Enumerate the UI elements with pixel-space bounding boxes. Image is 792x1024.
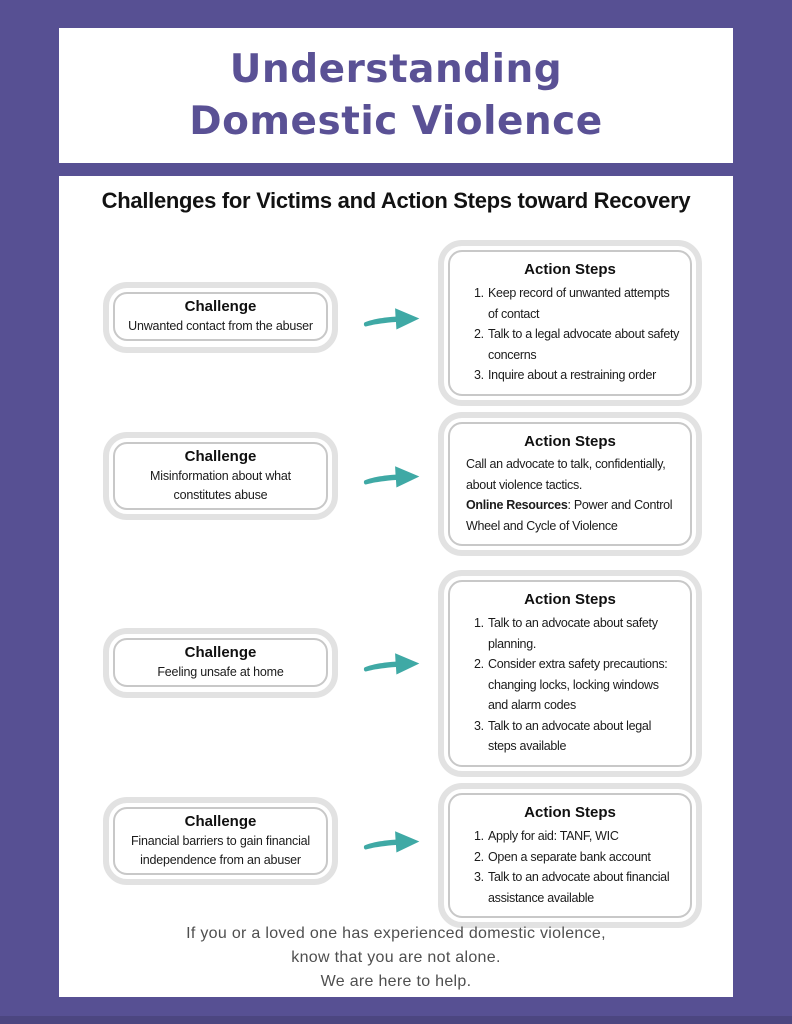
action-box-3-inner <box>448 580 692 767</box>
action-box-4 <box>438 783 702 928</box>
action-step: Talk to an advocate about safety planning. <box>488 616 658 651</box>
challenge-box-3-inner <box>113 638 328 687</box>
action-step: Consider extra safety precautions: changing locks, locking windows and alarm codes <box>488 657 668 712</box>
action-step: Talk to an advocate about legal steps available <box>488 718 652 753</box>
challenge-heading-2: Challenge <box>184 448 257 465</box>
challenge-text-4: Financial barriers to gain financial independence from an abuser <box>130 834 310 867</box>
challenge-box-2-inner <box>113 442 328 510</box>
footer-line-1: If you or a loved one has experienced domestic violence, <box>186 925 606 942</box>
poster-title-line-2: Domestic Violence <box>189 98 603 144</box>
action-box-4-inner <box>448 793 692 918</box>
arrow-right-icon <box>362 458 422 494</box>
title-banner <box>59 28 733 163</box>
arrow-right-icon <box>362 645 422 681</box>
action-box-2 <box>438 412 702 556</box>
action-box-2-inner <box>448 422 692 546</box>
challenge-heading-3: Challenge <box>184 644 257 661</box>
challenge-heading-1: Challenge <box>184 298 257 315</box>
action-step: Inquire about a restraining order <box>488 368 656 382</box>
action-step: Talk to an advocate about financial assistance available <box>488 870 670 905</box>
bottom-accent-strip <box>0 1016 792 1024</box>
challenge-text-2: Misinformation about what constitutes abuse <box>150 469 291 502</box>
challenge-box-1-inner <box>113 292 328 341</box>
action-step: Keep record of unwanted attempts of contact <box>488 286 670 321</box>
content-panel <box>59 176 733 997</box>
action-paragraph <box>456 495 684 536</box>
action-step: Apply for aid: TANF, WIC <box>488 829 619 843</box>
action-step: Open a separate bank account <box>488 849 651 864</box>
challenge-box-1 <box>103 282 338 353</box>
subtitle: Challenges for Victims and Action Steps toward Recovery <box>101 188 691 213</box>
action-steps-list-3 <box>456 613 684 757</box>
action-step: Talk to a legal advocate about safety concerns <box>488 327 680 362</box>
challenge-heading-4: Challenge <box>184 813 257 830</box>
challenge-text-3: Feeling unsafe at home <box>157 665 284 679</box>
challenge-text-1: Unwanted contact from the abuser <box>128 319 313 333</box>
arrow-right-icon <box>362 300 422 336</box>
challenge-box-4 <box>103 797 338 885</box>
footer-message <box>59 922 733 994</box>
poster-title-line-1: Understanding <box>229 46 563 92</box>
action-heading-1: Action Steps <box>524 261 616 278</box>
action-paragraph-text: : Power and Control Wheel and Cycle of Violence <box>466 498 673 533</box>
action-box-3 <box>438 570 702 777</box>
challenge-box-2 <box>103 432 338 520</box>
action-box-1-inner <box>448 250 692 396</box>
footer-line-3: We are here to help. <box>320 973 472 990</box>
action-paragraph-bold: Online Resources <box>466 498 568 512</box>
action-steps-list-1 <box>456 283 684 386</box>
action-heading-3: Action Steps <box>524 591 616 608</box>
action-paragraph <box>456 454 684 495</box>
action-paragraph-text: Call an advocate to talk, confidentially, about violence tactics. <box>466 457 666 492</box>
challenge-box-4-inner <box>113 807 328 875</box>
action-box-1 <box>438 240 702 406</box>
footer-line-2: know that you are not alone. <box>291 949 501 966</box>
action-heading-2: Action Steps <box>524 433 616 450</box>
action-heading-4: Action Steps <box>524 804 616 821</box>
challenge-box-3 <box>103 628 338 698</box>
arrow-right-icon <box>362 823 422 859</box>
action-steps-list-4 <box>456 826 684 908</box>
